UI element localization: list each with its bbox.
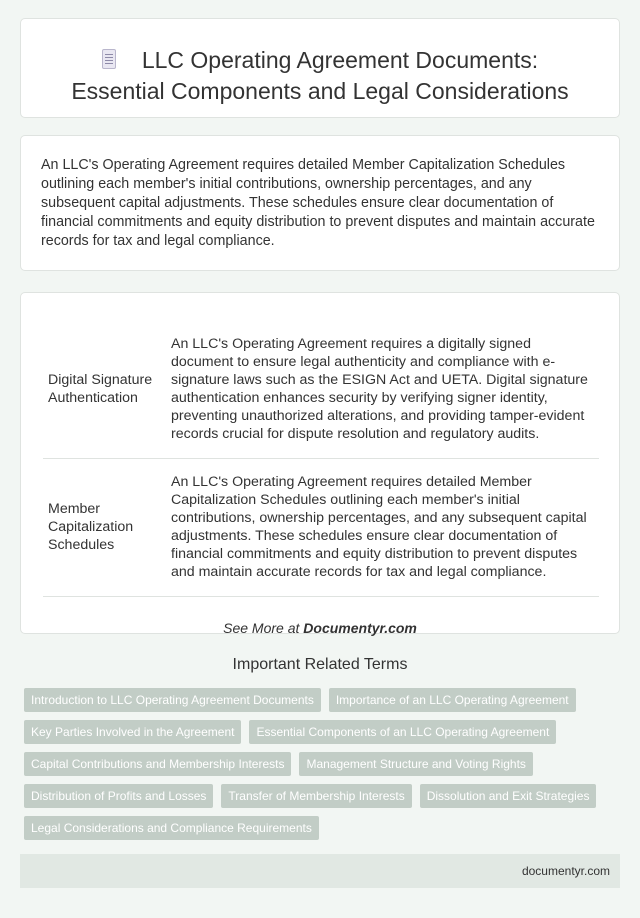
- terms-table: [43, 317, 599, 597]
- related-term-tag[interactable]: Transfer of Membership Interests: [221, 784, 411, 808]
- description-cell: An LLC's Operating Agreement requires detailed Member Capitalization Schedules outlining each member's initial contributions, ownership percentages, and any subsequent capital adjustments. These schedules ensure clear documentation of financial commitments and equity distribution to prevent disputes and maintain accurate records for tax and legal compliance.: [171, 458, 599, 596]
- table-row: [43, 317, 599, 458]
- summary-text: An LLC's Operating Agreement requires detailed Member Capitalization Schedules outlining each member's initial contributions, ownership percentages, and any subsequent capital adjustments. These schedules ensure clear documentation of financial commitments and equity distribution to prevent disputes and maintain accurate records for tax and legal compliance.: [41, 157, 595, 249]
- summary-card: [20, 135, 620, 271]
- term-cell: Digital Signature Authentication: [43, 317, 171, 458]
- see-more-site[interactable]: Documentyr.com: [303, 619, 417, 636]
- related-term-tag[interactable]: Key Parties Involved in the Agreement: [24, 720, 241, 744]
- description-cell: An LLC's Operating Agreement requires a digitally signed document to ensure legal authenticity and compliance with e-signature laws such as the ESIGN Act and UETA. Digital signature authentication enhances security by verifying signer identity, preventing unauthorized alterations, and providing tamper-evident records crucial for dispute resolution and regulatory audits.: [171, 317, 599, 458]
- term-cell: Member Capitalization Schedules: [43, 458, 171, 596]
- page-title: [21, 45, 619, 107]
- related-terms-heading: Important Related Terms: [232, 656, 408, 673]
- related-term-tag[interactable]: Capital Contributions and Membership Interests: [24, 752, 291, 776]
- see-more-link[interactable]: [43, 620, 597, 636]
- related-term-tag[interactable]: Dissolution and Exit Strategies: [420, 784, 597, 808]
- document-icon: [102, 49, 116, 69]
- footer-site-link[interactable]: documentyr.com: [521, 864, 610, 878]
- related-term-tag[interactable]: Management Structure and Voting Rights: [299, 752, 532, 776]
- title-card: [20, 18, 620, 118]
- related-term-tag[interactable]: Legal Considerations and Compliance Requirements: [24, 816, 319, 840]
- see-more-prefix: See More at: [223, 619, 304, 636]
- related-term-tag[interactable]: Essential Components of an LLC Operating Agreement: [249, 720, 556, 744]
- related-term-tag[interactable]: Importance of an LLC Operating Agreement: [329, 688, 576, 712]
- terms-table-card: [20, 292, 620, 634]
- title-line-1: LLC Operating Agreement Documents:: [141, 47, 539, 73]
- related-terms-list: [24, 688, 614, 840]
- title-line-2: Essential Components and Legal Considerations: [71, 78, 569, 104]
- related-term-tag[interactable]: Distribution of Profits and Losses: [24, 784, 213, 808]
- related-term-tag[interactable]: Introduction to LLC Operating Agreement Documents: [24, 688, 321, 712]
- footer: [20, 854, 620, 888]
- table-row: [43, 458, 599, 596]
